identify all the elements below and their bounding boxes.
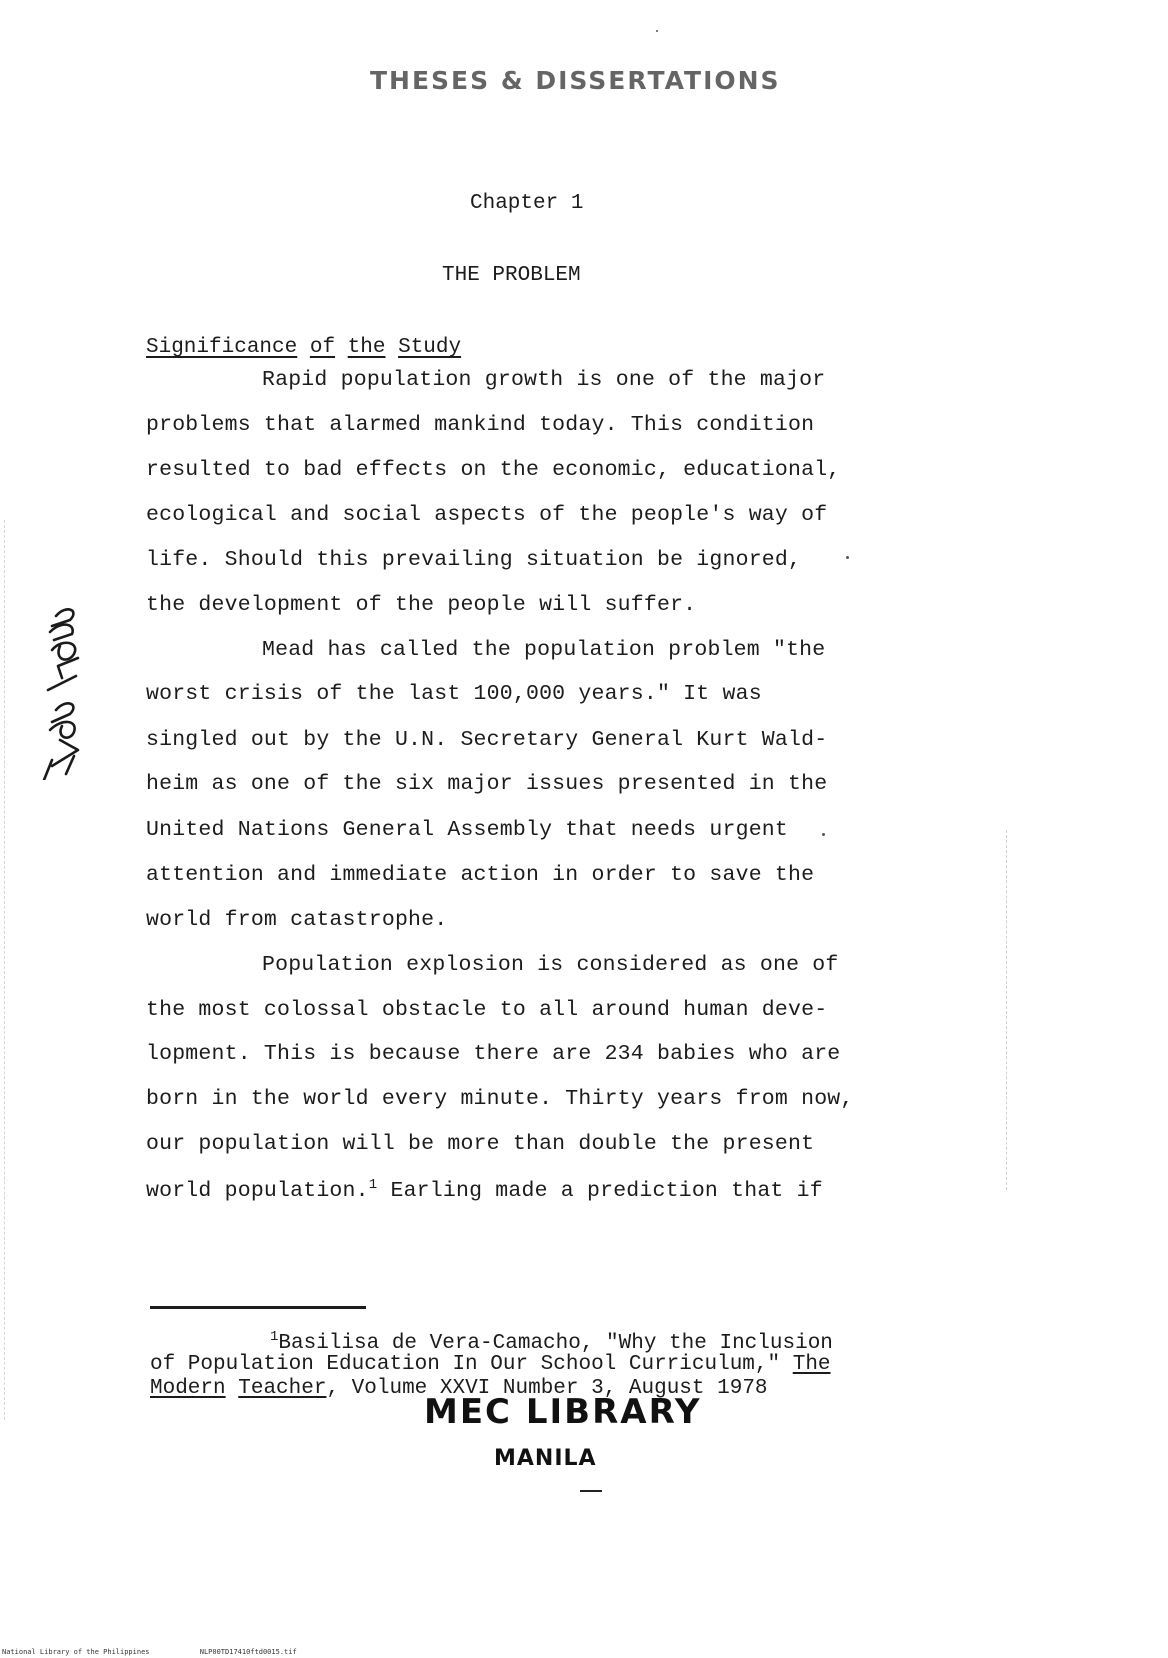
scan-edge-right [1006,830,1008,1190]
scan-speck [846,556,849,559]
body-line: the development of the people will suffer. [146,593,697,617]
chapter-label: Chapter 1 [470,192,584,215]
theses-dissertations-stamp: THESES & DISSERTATIONS [370,66,781,95]
body-line: attention and immediate action in order to save the [146,863,815,887]
body-line: problems that alarmed mankind today. This condition [146,413,815,437]
footer-filename: NLP00TD17410ftd0015.tif [199,1648,297,1656]
body-line: the most colossal obstacle to all around human deve- [146,998,828,1022]
body-line: United Nations General Assembly that needs urgent [146,818,789,842]
footer-source: National Library of the Philippines [2,1648,150,1656]
body-line: Rapid population growth is one of the major [262,368,826,392]
body-line: worst crisis of the last 100,000 years." It was [146,682,762,706]
footnote-divider [150,1306,366,1309]
library-stamp: MEC LIBRARY [424,1392,702,1432]
footnote-reference: 1 [368,1177,378,1193]
body-line: our population will be more than double the present [146,1132,815,1156]
body-line: resulted to bad effects on the economic, educational, [146,458,841,482]
body-text: Earling made a prediction that if [390,1179,823,1203]
footnote-marker: 1 [270,1329,279,1345]
footnote-text: of Population Education In Our School Curriculum," [150,1353,793,1376]
heading-word: Study [398,336,462,359]
body-text: world population. [146,1179,369,1203]
body-line: lopment. This is because there are 234 babies who are [146,1042,841,1066]
handwritten-note-icon [22,580,86,780]
scan-speck [822,833,825,836]
chapter-title: THE PROBLEM [442,264,581,287]
scan-footer [2,1648,343,1656]
stamp-dash [580,1490,602,1492]
section-heading [146,336,461,359]
footnote-journal-title: Teacher [238,1377,327,1400]
body-line: life. Should this prevailing situation be ignored, [146,548,802,572]
heading-word: of [309,336,336,359]
footnote-line [270,1330,833,1354]
scan-edge-left [4,520,6,1420]
library-stamp-city: MANILA [494,1446,597,1471]
heading-word: Significance [146,336,298,359]
footnote-line [150,1354,831,1375]
footnote-text: Basilisa de Vera-Camacho, "Why the Inclusion [278,1332,833,1355]
body-line: heim as one of the six major issues presented in the [146,772,828,796]
footnote-journal-title: The [792,1353,831,1376]
body-line: ecological and social aspects of the people's way of [146,503,828,527]
body-line: Population explosion is considered as one of [262,953,839,977]
scan-speck [656,30,658,32]
footnote-text: , Volume XXVI Number 3, August 1978 [326,1377,768,1400]
body-line: Mead has called the population problem "the [262,638,826,662]
footnote-journal-title: Modern [150,1377,226,1400]
body-line-with-footnote [146,1177,823,1203]
heading-word: the [347,336,386,359]
body-line: singled out by the U.N. Secretary General Kurt Wald- [146,728,828,752]
body-line: born in the world every minute. Thirty years from now, [146,1087,854,1111]
body-line: world from catastrophe. [146,908,448,932]
